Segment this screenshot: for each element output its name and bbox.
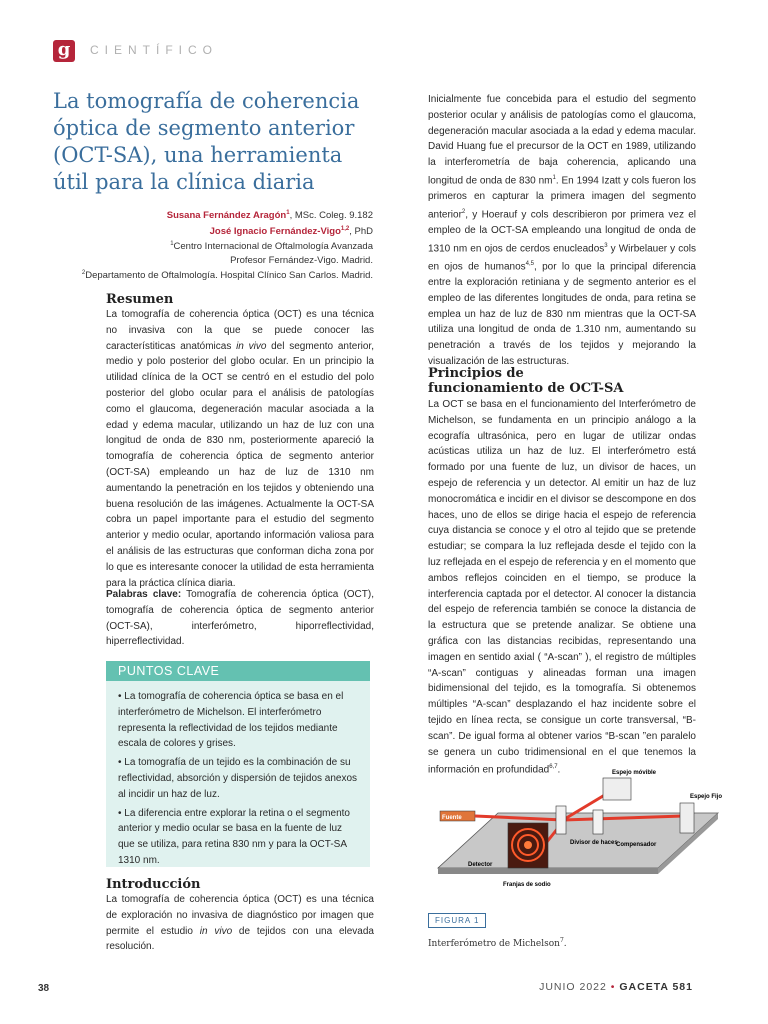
label-franjas: Franjas de sodio [503,882,551,888]
footer-magazine: GACETA 581 [619,981,693,993]
right-paragraph-1: Inicialmente fue concebida para el estudio del segmento posterior ocular y análisis de patologías como el glaucoma, degeneración macular asociada a la edad y edema macular. David Huang fue el precursor de la OCT en 1989, utilizando la interferometría de baja coherencia, aplicando una longitud de onda de 830 $nm^1$. En 1994 Izatt y cols fueron los primeros en capturar la primera imagen del segmento anterior$^2$, y Hoerauf y cols describieron por primera vez el empleo de la OCT-SA empleando una longitud de onda de 1310 nm en ojos de cerdos enucleados$^3$ y Wirbelauer y cols en ojos de humanos$^{4,5}$, por lo que la principal diferencia entre la exploración retiniana y de segmento anterior es el empleo de las diferentes longitudes de onda, para retina se emplea un haz de luz de 830 nm mientras que la OCT-SA utiliza una longitud de onda de 1.310 nm, aumentando su penetración a través de los tejidos y mejorando la visualización de las estructuras. [428,94,696,368]
author-2-sup: 1,2 [340,225,350,232]
label-divisor: Divisor de haces [570,840,618,846]
aff-2-sup: 2 [81,270,86,277]
puntos-clave-box [106,661,370,867]
affiliation-1: Centro Internacional de Oftalmología Avanzada [173,241,373,253]
author-1-name: Susana Fernández Aragón [166,210,287,222]
magazine-logo: g [53,40,75,62]
keywords [106,587,374,650]
author-1-sup: 1 [286,210,290,216]
intro-heading: Introducción [106,877,201,892]
label-espejo-fijo: Espejo Fijo [690,794,723,800]
footer-issue [539,981,693,993]
punto-item: • La diferencia entre explorar la retina o el segmento anterior y medio ocular se basa en la fuente de luz que se utiliza, para retina 830 nm y para la OCT-SA 1310 nm. [118,806,360,869]
author-2-degree: , PhD [349,225,373,237]
keywords-label: Palabras clave: [106,589,182,600]
label-compensador: Compensador [616,842,657,848]
label-detector: Detector [468,862,493,868]
right-paragraph-2: La OCT se basa en el funcionamiento del Interferómetro de Michelson, se fundamenta en un principio análogo a la ecografía ultrasónica, pero en lugar de utilizar ondas acústicas utiliza un haz de luz. El interferómetro está formado por una fuente de luz, un divisor de haces, un espejo de referencia y un detector. Al emitir un haz de luz monocromática e incidir en el divisor se descompone en dos haces, uno de ellos se dirige hacia el espejo de referencia cuya distancia se conoce y el otro al tejido que se pretende estudiar; se compara la luz reflejada desde el tejido con la luz reflejada en el espejo de referencia y en el momento que ambos reflejos coinciden en el tiempo, se produce la interferencia captada por el detector. Al conocer la distancia del espejo de referencia también se conoce la distancia de la estructura que se pretende analizar. Se obtiene una gráfica con las distancias recibidas, representando una imagen en sentido axial ( “A-scan” ), el registro de múltiples “A-scan” contiguas y alineadas forman una imagen bidimensional del tejido, es la tomografía. Si obtenemos múltiples “A-scan” desplazando el haz incidente sobre el tejido en línea recta, se consigue un corte transversal, “B-scan”. De igual forma al obtener varios “B-scan ”en paralelo se genera un cubo tridimensional en el que tenemos la información en profundidad$^{6,7}$. [428,399,696,776]
label-fuente: Fuente [442,815,462,821]
footer-month: JUNIO 2022 [539,981,607,993]
author-block [43,207,373,283]
principios-heading: Principios de funcionamiento de OCT-SA [428,366,624,396]
intro-text: La tomografía de coherencia óptica (OCT) es una técnica de exploración no invasiva de diagnóstico por imagen que permite el estudio in vivo de tejidos con una elevada resolución. [106,894,374,953]
section-label: CIENTÍFICO [90,43,218,57]
beam-splitter [556,806,566,834]
page-number: 38 [38,983,50,994]
movable-mirror [603,778,631,800]
intro-section [106,877,374,955]
fixed-mirror [680,803,694,833]
figure-tag: FIGURA 1 [428,913,486,928]
footer-bullet-icon: • [610,981,616,993]
article-title: La tomografía de coherencia óptica de segmento anterior (OCT-SA), una herramienta útil para la clínica diaria [53,89,360,194]
punto-item: • La tomografía de un tejido es la combinación de su reflectividad, absorción y dispersión de tejidos anexos al incidir un haz de luz. [118,755,360,802]
affiliation-2: Departamento de Oftalmología. Hospital Clínico San Carlos. Madrid. [85,270,373,282]
keywords-text: Tomografía de coherencia óptica (OCT), tomografía de coherencia óptica de segmento anterior (OCT-SA), interferómetro, hiporreflectividad, hiperreflectividad. [106,589,374,648]
aff-1-sup: 1 [170,241,174,248]
affiliation-1b: Profesor Fernández-Vigo. Madrid. [230,254,373,266]
resumen-text: La tomografía de coherencia óptica (OCT) es una técnica no invasiva con la que se puede conocer las característiticas anatómicas in vivo del segmento anterior, medio y polo posterior del globo ocular. En un principio la utilidad clínica de la OCT se centró en el estudio del polo posterior del globo ocular para el análisis de patologías como el glaucoma, degeneración macular asociada a la edad y edema macular, utilizando un haz de luz con una longitud de onda de 830 nm, posteriormente apareció la tomografía de coherencia óptica de segmento anterior (OCT-SA) empleando un haz de luz de 1310 nm aumentando la penetración en los tejidos y obteniendo una buena resolución de las imágenes. Actualmente la OCT-SA cobra un papel importante para el estudio del segmento anterior y medio ocular, aportando información valiosa para el análisis de las estructuras que conforman dicha zona por lo que es interesante conocer la utilidad de esta herramienta para la práctica clínica diaria. [106,309,374,589]
puntos-clave-heading: PUNTOS CLAVE [106,661,370,681]
author-1-degree: , MSc. Coleg. 9.182 [289,210,373,222]
label-espejo-movil: Espejo móvible [612,770,657,776]
punto-item: • La tomografía de coherencia óptica se basa en el interferómetro de Michelson. El interferómetro representa la reflectividad de los tejidos mediante escala de colores y grises. [118,689,360,752]
michelson-interferometer-figure [428,768,728,908]
compensator [593,810,603,834]
resumen-heading: Resumen [106,292,174,307]
resumen-section [106,292,374,591]
author-2-name: José Ignacio Fernández-Vigo [209,225,341,237]
figure-caption: Interferómetro de Michelson$^7$. [428,937,567,949]
